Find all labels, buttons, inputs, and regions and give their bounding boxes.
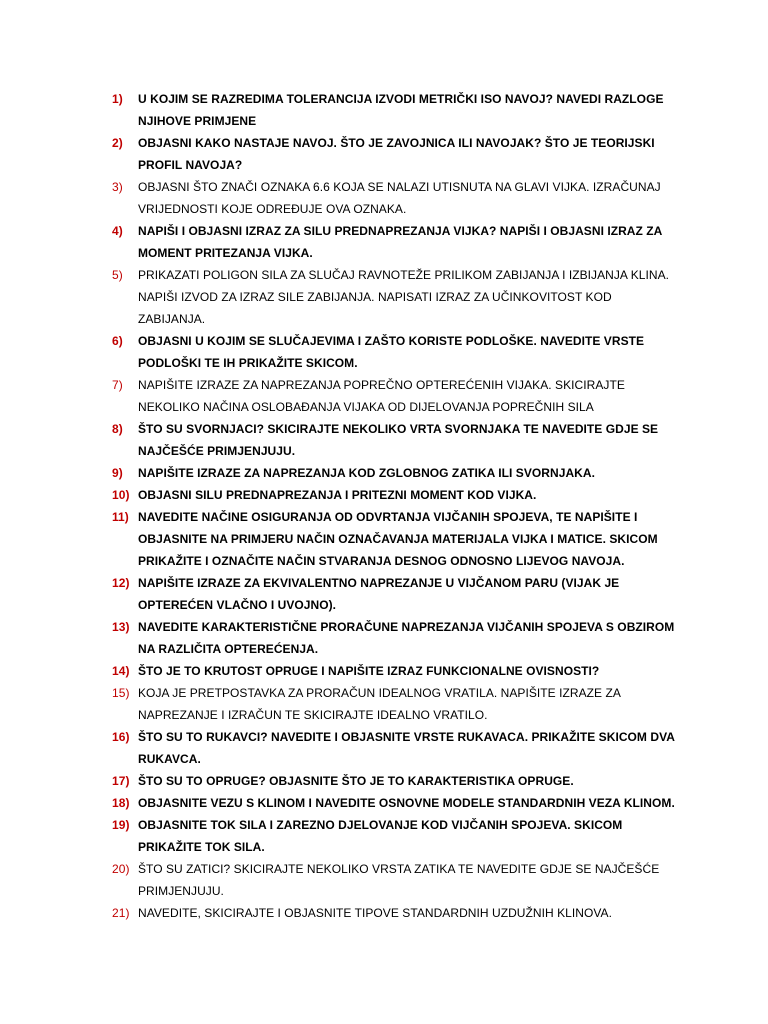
question-number: 4) xyxy=(112,224,123,238)
question-number: 16) xyxy=(112,730,130,744)
question-text: ŠTO SU SVORNJACI? SKICIRAJTE NEKOLIKO VRTA SVORNJAKA TE NAVEDITE GDJE SE NAJČEŠĆE PRIMJENJUJU. xyxy=(138,422,659,458)
question-text: NAPIŠI I OBJASNI IZRAZ ZA SILU PREDNAPREZANJA VIJKA? NAPIŠI I OBJASNI IZRAZ ZA MOMENT PRITEZANJA VIJKA. xyxy=(138,224,662,260)
question-item xyxy=(0,682,768,726)
question-text: U KOJIM SE RAZREDIMA TOLERANCIJA IZVODI METRIČKI ISO NAVOJ? NAVEDI RAZLOGE NJIHOVE PRIMJENE xyxy=(138,92,664,128)
question-number: 17) xyxy=(112,774,130,788)
question-number: 6) xyxy=(112,334,123,348)
question-text: OBJASNITE TOK SILA I ZAREZNO DJELOVANJE KOD VIJČANIH SPOJEVA. SKICOM PRIKAŽITE TOK SILA. xyxy=(138,818,623,854)
question-item xyxy=(0,374,768,418)
question-item xyxy=(0,506,768,572)
question-number: 11) xyxy=(112,510,129,524)
question-number: 20) xyxy=(112,862,130,876)
question-number: 15) xyxy=(112,686,130,700)
question-number: 3) xyxy=(112,180,123,194)
question-item xyxy=(0,572,768,616)
question-number: 5) xyxy=(112,268,123,282)
question-list xyxy=(0,88,768,924)
question-item xyxy=(0,176,768,220)
question-text: OBJASNI KAKO NASTAJE NAVOJ. ŠTO JE ZAVOJNICA ILI NAVOJAK? ŠTO JE TEORIJSKI PROFIL NAVOJA? xyxy=(138,136,655,172)
question-text: NAPIŠITE IZRAZE ZA NAPREZANJA KOD ZGLOBNOG ZATIKA ILI SVORNJAKA. xyxy=(138,466,595,480)
question-text: PRIKAZATI POLIGON SILA ZA SLUČAJ RAVNOTEŽE PRILIKOM ZABIJANJA I IZBIJANJA KLINA. NAPIŠI IZVOD ZA IZRAZ SILE ZABIJANJA. NAPISATI IZRAZ ZA UČINKOVITOST KOD ZABIJANJA. xyxy=(138,268,670,326)
question-number: 1) xyxy=(112,92,123,106)
question-number: 10) xyxy=(112,488,130,502)
question-text: OBJASNITE VEZU S KLINOM I NAVEDITE OSNOVNE MODELE STANDARDNIH VEZA KLINOM. xyxy=(138,796,675,810)
question-item xyxy=(0,264,768,330)
question-text: NAPIŠITE IZRAZE ZA NAPREZANJA POPREČNO OPTEREĆENIH VIJAKA. SKICIRAJTE NEKOLIKO NAČINA OSLOBAĐANJA VIJAKA OD DIJELOVANJA POPREČNIH SILA xyxy=(138,378,625,414)
question-number: 18) xyxy=(112,796,130,810)
question-item xyxy=(0,726,768,770)
question-text: NAVEDITE, SKICIRAJTE I OBJASNITE TIPOVE STANDARDNIH UZDUŽNIH KLINOVA. xyxy=(138,906,612,920)
question-item xyxy=(0,858,768,902)
question-item xyxy=(0,418,768,462)
question-item xyxy=(0,814,768,858)
question-item xyxy=(0,770,768,792)
question-number: 8) xyxy=(112,422,123,436)
question-number: 19) xyxy=(112,818,130,832)
question-item xyxy=(0,132,768,176)
question-item xyxy=(0,660,768,682)
question-text: ŠTO SU ZATICI? SKICIRAJTE NEKOLIKO VRSTA ZATIKA TE NAVEDITE GDJE SE NAJČEŠĆE PRIMJENJUJU. xyxy=(138,862,660,898)
question-item xyxy=(0,792,768,814)
question-item xyxy=(0,902,768,924)
question-text: NAVEDITE NAČINE OSIGURANJA OD ODVRTANJA VIJČANIH SPOJEVA, TE NAPIŠITE I OBJASNITE NA PRIMJERU NAČIN OZNAČAVANJA MATERIJALA VIJKA I MATICE. SKICOM PRIKAŽITE I OZNAČITE NAČIN STVARANJA DESNOG ODNOSNO LIJEVOG NAVOJA. xyxy=(138,510,658,568)
question-number: 2) xyxy=(112,136,123,150)
question-item xyxy=(0,462,768,484)
question-text: ŠTO JE TO KRUTOST OPRUGE I NAPIŠITE IZRAZ FUNKCIONALNE OVISNOSTI? xyxy=(138,664,600,678)
question-item xyxy=(0,220,768,264)
question-number: 14) xyxy=(112,664,130,678)
question-text: OBJASNI ŠTO ZNAČI OZNAKA 6.6 KOJA SE NALAZI UTISNUTA NA GLAVI VIJKA. IZRAČUNAJ VRIJEDNOSTI KOJE ODREĐUJE OVA OZNAKA. xyxy=(138,180,661,216)
question-text: NAPIŠITE IZRAZE ZA EKVIVALENTNO NAPREZANJE U VIJČANOM PARU (VIJAK JE OPTEREĆEN VLAČNO I UVOJNO). xyxy=(138,576,620,612)
question-text: OBJASNI U KOJIM SE SLUČAJEVIMA I ZAŠTO KORISTE PODLOŠKE. NAVEDITE VRSTE PODLOŠKI TE IH PRIKAŽITE SKICOM. xyxy=(138,334,645,370)
question-item xyxy=(0,616,768,660)
question-text: ŠTO SU TO RUKAVCI? NAVEDITE I OBJASNITE VRSTE RUKAVACA. PRIKAŽITE SKICOM DVA RUKAVCA. xyxy=(138,730,675,766)
question-number: 7) xyxy=(112,378,123,392)
question-text: ŠTO SU TO OPRUGE? OBJASNITE ŠTO JE TO KARAKTERISTIKA OPRUGE. xyxy=(138,774,574,788)
question-item xyxy=(0,330,768,374)
question-number: 12) xyxy=(112,576,130,590)
question-text: KOJA JE PRETPOSTAVKA ZA PRORAČUN IDEALNOG VRATILA. NAPIŠITE IZRAZE ZA NAPREZANJE I IZRAČUN TE SKICIRAJTE IDEALNO VRATILO. xyxy=(138,686,621,722)
question-text: NAVEDITE KARAKTERISTIČNE PRORAČUNE NAPREZANJA VIJČANIH SPOJEVA S OBZIROM NA RAZLIČITA OPTEREĆENJA. xyxy=(138,620,675,656)
question-number: 21) xyxy=(112,906,130,920)
question-number: 13) xyxy=(112,620,130,634)
question-item xyxy=(0,88,768,132)
question-item xyxy=(0,484,768,506)
question-number: 9) xyxy=(112,466,123,480)
question-text: OBJASNI SILU PREDNAPREZANJA I PRITEZNI MOMENT KOD VIJKA. xyxy=(138,488,537,502)
